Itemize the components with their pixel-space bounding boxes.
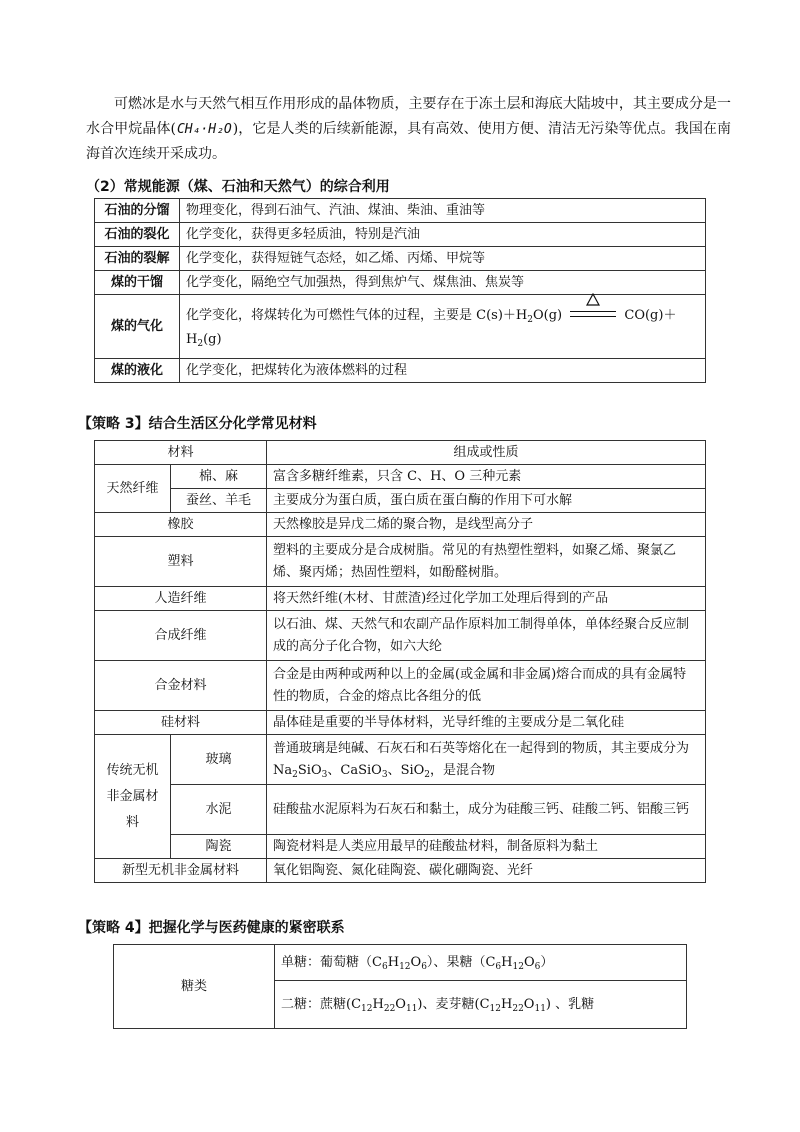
methane-hydrate-formula: CH₄·H₂O: [176, 122, 232, 137]
row-key: 石油的分馏: [95, 199, 180, 223]
intro-paragraph: [86, 92, 731, 167]
table-row: [95, 587, 706, 611]
table-row: [95, 859, 706, 883]
row-value: 化学变化，获得更多轻质油，特别是汽油: [180, 223, 706, 247]
table-row: [95, 661, 706, 711]
table-row: [95, 489, 706, 513]
material-name: 合金材料: [95, 661, 267, 711]
row-value: 物理变化，得到石油气、汽油、煤油、柴油、重油等: [180, 199, 706, 223]
delta-heat-icon: [586, 293, 600, 306]
table-row: [95, 223, 706, 247]
material-desc: 天然橡胶是异戊二烯的聚合物，是线型高分子: [267, 513, 706, 537]
el-h: H: [501, 996, 513, 1012]
material-name: 水泥: [171, 785, 267, 835]
column-header-material: 材料: [95, 441, 267, 465]
subscript: 3: [321, 769, 328, 780]
subscript: 2: [292, 769, 298, 780]
formula-part: Si: [297, 762, 311, 778]
subscript: 22: [383, 1003, 396, 1014]
subscript: 6: [495, 961, 502, 972]
table-row: [95, 537, 706, 587]
table-row: [95, 199, 706, 223]
equation-product-2-suffix: (g): [203, 331, 222, 347]
energy-utilization-table: [94, 198, 706, 383]
formula-part: O: [310, 762, 322, 778]
row-key: 煤的气化: [95, 295, 180, 359]
glass-desc-text: 普通玻璃是纯碱、石灰石和石英等熔化在一起得到的物质，其主要成分为 Na: [273, 740, 690, 778]
equation-text: 化学变化，将煤转化为可燃性气体的过程，主要是 C(s)＋H: [186, 307, 528, 323]
el-c: C: [351, 996, 362, 1012]
equation-h2o-tail: O(g): [532, 307, 563, 323]
material-name: 蚕丝、羊毛: [171, 489, 267, 513]
material-desc: 合金是由两种或两种以上的金属(或金属和非金属)熔合而成的具有金属特性的物质，合金的熔点比各组分的低: [267, 661, 706, 711]
monosaccharide-cell: 单糖：葡萄糖$(C_6H_{12}O_6)$、果糖$(C_6H_{12}O_6)$: [275, 945, 687, 981]
gasification-equation: [180, 295, 706, 359]
maltose-label: 麦芽糖: [435, 996, 475, 1012]
row-key: 石油的裂解: [95, 247, 180, 271]
subscript: 6: [381, 961, 388, 972]
material-desc: 氧化铝陶瓷、氮化硅陶瓷、碳化硼陶瓷、光纤: [267, 859, 706, 883]
medicine-table: [113, 944, 687, 1029]
el-h: H: [387, 954, 400, 970]
disaccharide-cell: 二糖：蔗糖$(C_{12}H_{22}O_{11})$、麦芽糖$(C_{12}H_{22}O_{11})$ 、乳糖: [275, 981, 687, 1029]
material-name: 新型无机非金属材料: [95, 859, 267, 883]
material-desc-glass: 普通玻璃是纯碱、石灰石和石英等熔化在一起得到的物质，其主要成分为 $Na_2SiO_3$、CaSiO$_3$、SiO$_2$，是混合物: [267, 735, 706, 785]
material-name: 合成纤维: [95, 611, 267, 661]
column-header-composition: 组成或性质: [267, 441, 706, 465]
table-row: [95, 711, 706, 735]
intro-text-1: 可燃冰是水与天然气相互作用形成的晶体物质，主要存在于冻土层和海底大陆坡中，其主要成分是一水合甲烷晶体(: [86, 96, 731, 137]
material-desc: 塑料的主要成分是合成树脂。常见的有热塑性塑料，如聚乙烯、聚氯乙烯、聚丙烯；热固性塑料，如酚醛树脂。: [267, 537, 706, 587]
fructose-label: 果糖: [446, 954, 473, 970]
subscript: 2: [197, 338, 204, 349]
table-row: [95, 359, 706, 383]
material-desc: 晶体硅是重要的半导体材料，光导纤维的主要成分是二氧化硅: [267, 711, 706, 735]
intro-text-2: )，它是人类的后续新能源，具有高效、使用方便、清洁无污染等优点。我国在南海首次连续开采成功。: [86, 121, 731, 162]
row-key: 煤的液化: [95, 359, 180, 383]
subscript: 11: [405, 1003, 418, 1014]
subscript: 22: [512, 1003, 524, 1014]
el-o: O: [410, 954, 422, 970]
el-c: C: [372, 954, 382, 970]
el-h: H: [372, 996, 384, 1012]
table-row: [95, 735, 706, 785]
material-category: 传统无机非金属材料: [95, 735, 171, 859]
table-row-gasification: [95, 295, 706, 359]
subscript: 12: [399, 961, 411, 972]
subscript: 6: [421, 961, 427, 972]
table-row: [95, 835, 706, 859]
heating-equilibrium-sign: [570, 309, 616, 321]
subscript: 12: [512, 961, 524, 972]
strategy-4-heading: 【策略 4】把握化学与医药健康的紧密联系: [78, 920, 345, 936]
table-row: [114, 945, 687, 981]
subscript: 3: [381, 769, 388, 780]
material-category: 天然纤维: [95, 465, 171, 513]
material-desc: 硅酸盐水泥原料为石灰石和黏土，成分为硅酸三钙、硅酸二钙、铝酸三钙: [267, 785, 706, 835]
el-c: C: [479, 996, 490, 1012]
material-name: 硅材料: [95, 711, 267, 735]
table-row: [95, 611, 706, 661]
subscript: 11: [534, 1003, 546, 1014]
table-header-row: [95, 441, 706, 465]
subscript: 6: [534, 961, 541, 972]
material-name: 塑料: [95, 537, 267, 587]
el-c: C: [485, 954, 496, 970]
material-desc: 主要成分为蛋白质，蛋白质在蛋白酶的作用下可水解: [267, 489, 706, 513]
table-row: [95, 785, 706, 835]
subscript: 12: [361, 1003, 373, 1014]
equation-product-2-prefix: H: [186, 331, 198, 347]
table-row: [95, 513, 706, 537]
sugar-category: 糖类: [114, 945, 275, 1029]
el-o: O: [523, 996, 535, 1012]
material-name: 人造纤维: [95, 587, 267, 611]
row-value: 化学变化，隔绝空气加强热，得到焦炉气、煤焦油、焦炭等: [180, 271, 706, 295]
materials-table: [94, 440, 706, 883]
strategy-3-heading: 【策略 3】结合生活区分化学常见材料: [78, 416, 317, 432]
material-desc: 将天然纤维(木材、甘蔗渣)经过化学加工处理后得到的产品: [267, 587, 706, 611]
material-desc: 富含多糖纤维素，只含 C、H、O 三种元素: [267, 465, 706, 489]
row-key: 煤的干馏: [95, 271, 180, 295]
el-h: H: [501, 954, 513, 970]
subscript: 12: [489, 1003, 501, 1014]
table-row: [95, 465, 706, 489]
material-desc: 陶瓷材料是人类应用最早的硅酸盐材料，制备原料为黏土: [267, 835, 706, 859]
el-o: O: [523, 954, 535, 970]
material-name: 棉、麻: [171, 465, 267, 489]
equation-product-1: CO(g)＋: [624, 307, 677, 323]
formula-sio2: SiO: [400, 762, 425, 778]
row-value: 化学变化，把煤转化为液体燃料的过程: [180, 359, 706, 383]
subscript: 2: [527, 314, 533, 325]
material-name: 玻璃: [171, 735, 267, 785]
formula-cacaSio3: CaSiO: [340, 762, 382, 778]
mono-label: 单糖：葡萄糖: [281, 954, 360, 970]
lactose-label: 乳糖: [568, 996, 595, 1012]
table-row: [95, 271, 706, 295]
el-o: O: [395, 996, 406, 1012]
row-value: 化学变化，获得短链气态烃，如乙烯、丙烯、甲烷等: [180, 247, 706, 271]
material-name: 陶瓷: [171, 835, 267, 859]
section-heading-energy: （2）常规能源（煤、石油和天然气）的综合利用: [86, 179, 390, 195]
disaccharide-label: 二糖：蔗糖: [281, 996, 347, 1012]
material-name: 橡胶: [95, 513, 267, 537]
glass-desc-end: ，是混合物: [430, 762, 496, 778]
table-row: [95, 247, 706, 271]
row-key: 石油的裂化: [95, 223, 180, 247]
subscript: 2: [424, 769, 431, 780]
material-desc: 以石油、煤、天然气和农副产品作原料加工制得单体，单体经聚合反应制成的高分子化合物，如六大纶: [267, 611, 706, 661]
